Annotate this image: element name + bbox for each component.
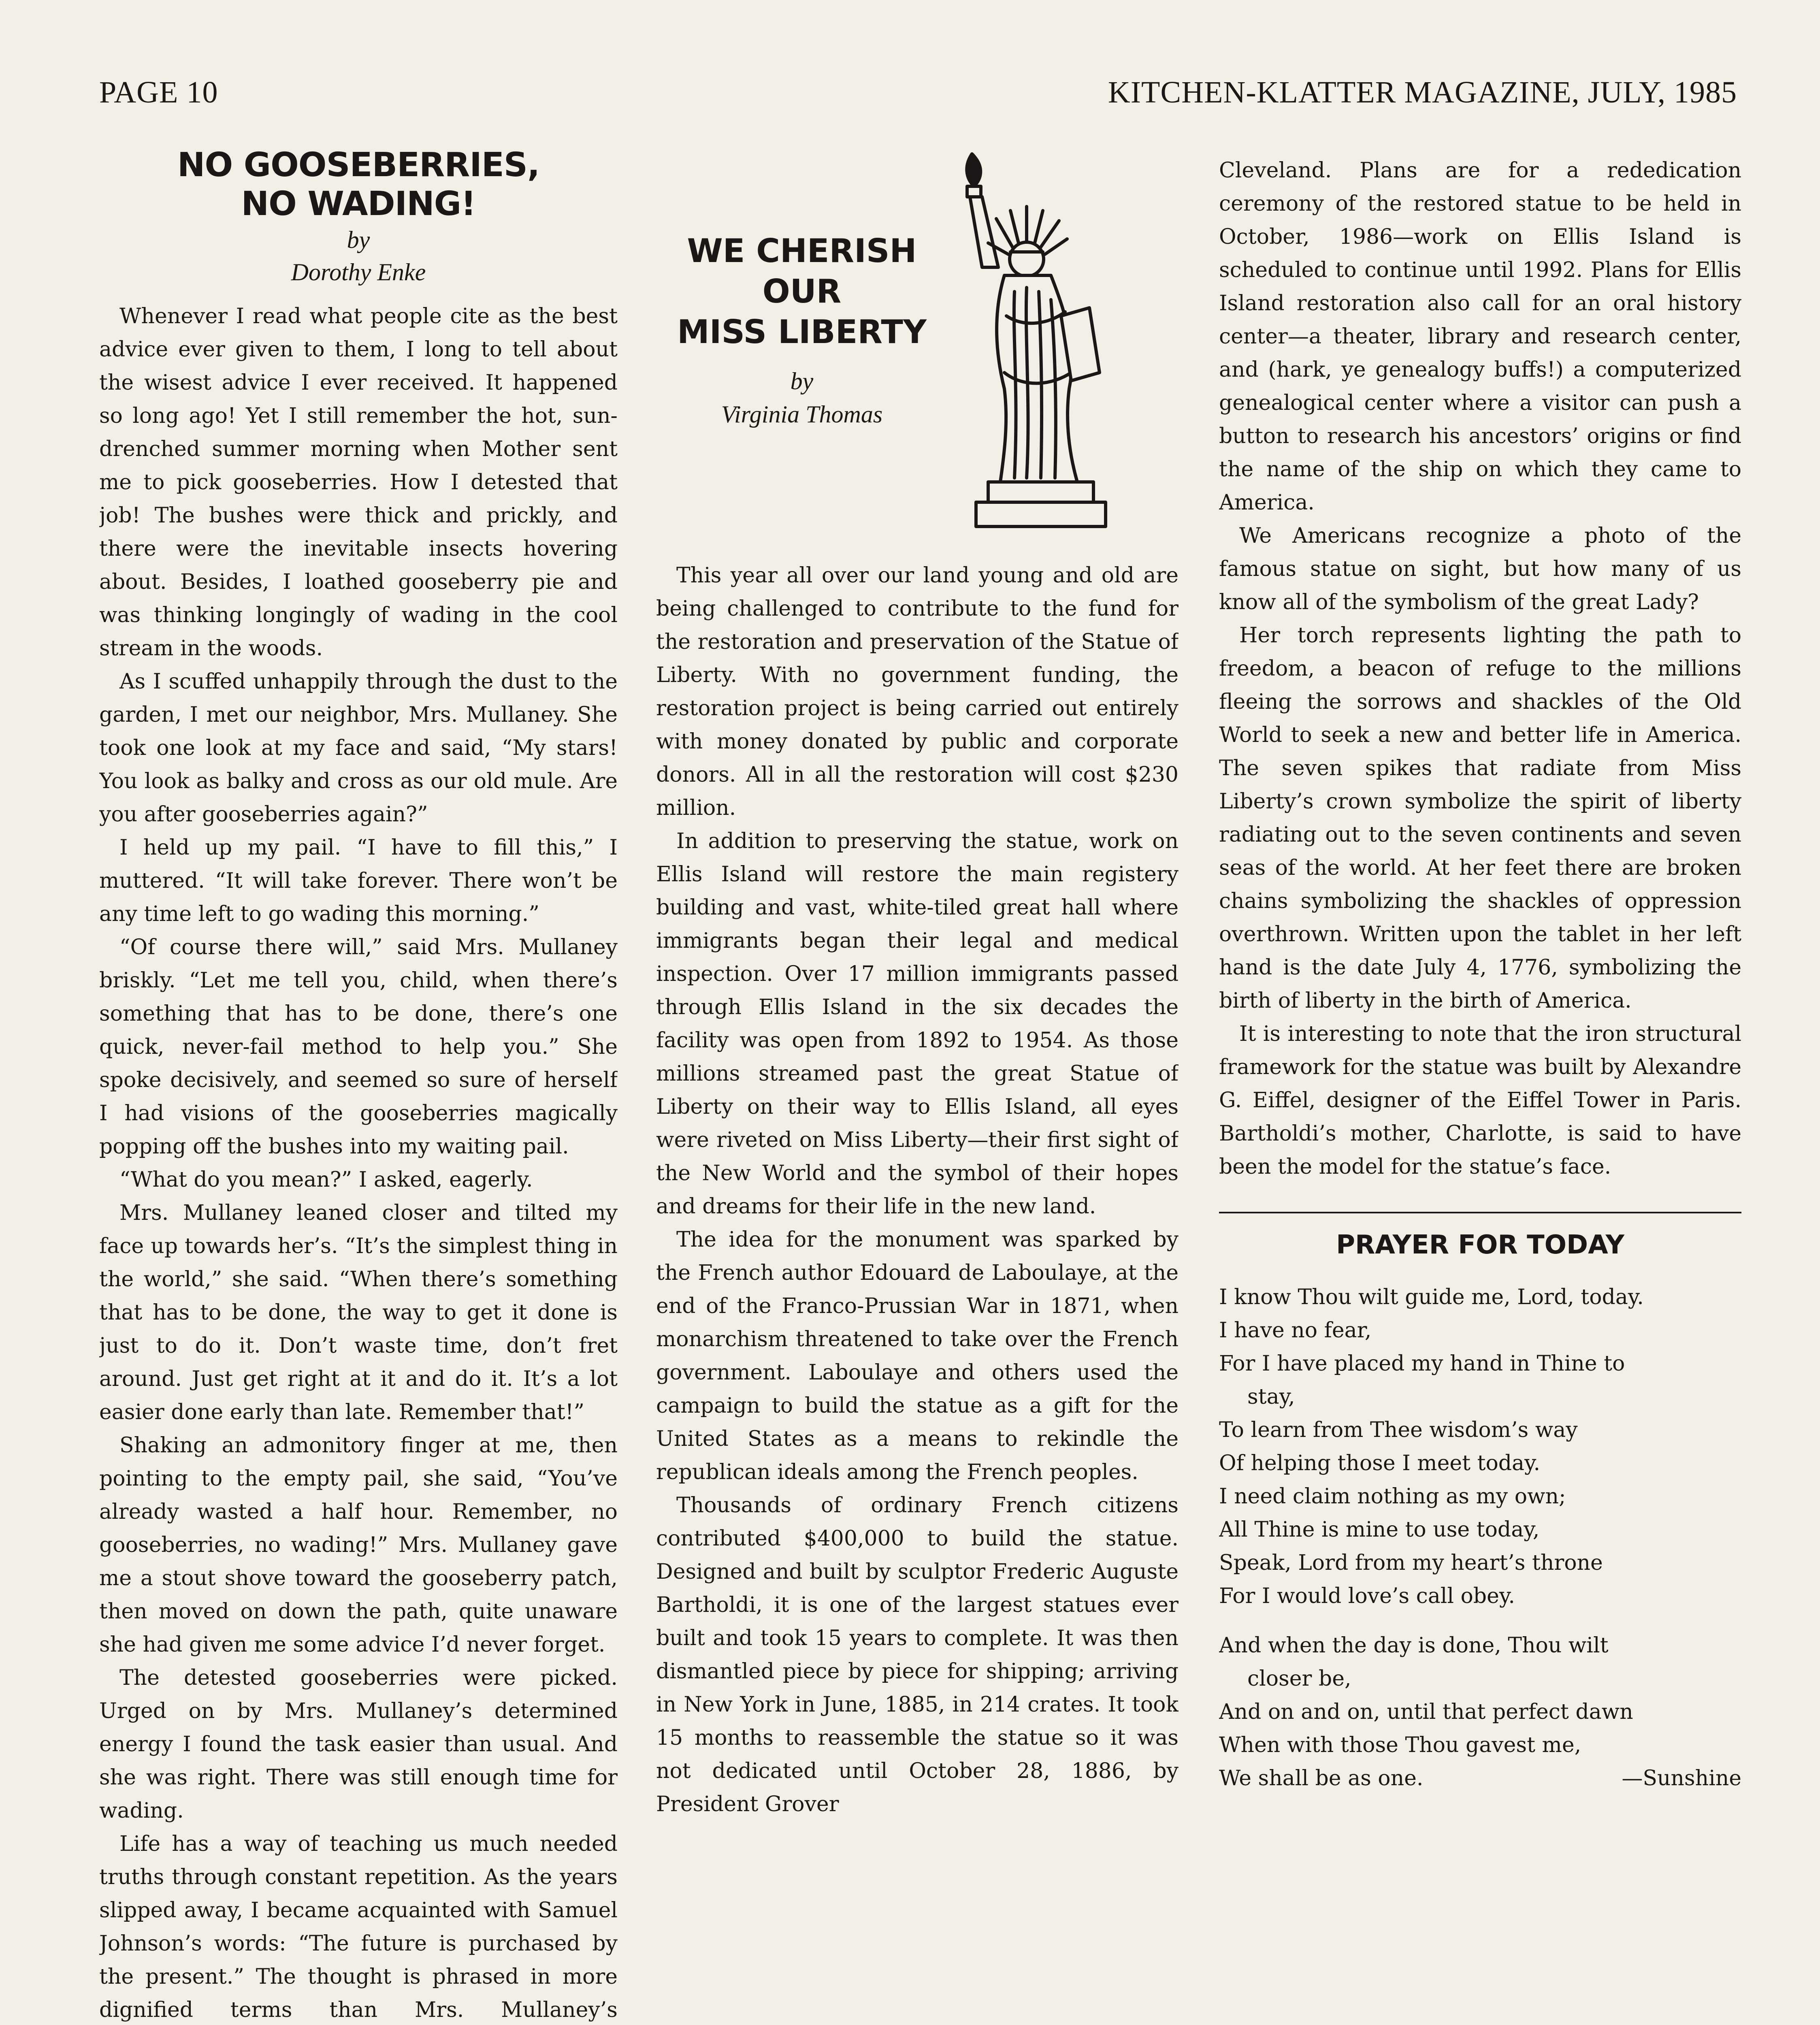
statue-of-liberty-icon bbox=[944, 146, 1170, 535]
paragraph: Whenever I read what people cite as the best advice ever given to them, I long to tell about the wisest advice I ever received. It happened so long ago! Yet I still remember the hot, sun-drenched summer morning when Mother sent me to pick gooseberries. How I detested that job! The bushes were thick and prickly, and there were the inevitable insects hovering about. Besides, I loathed gooseberry pie and was thinking longingly of wading in the cool stream in the woods. bbox=[99, 304, 618, 661]
paragraph: Her torch represents lighting the path to freedom, a beacon of refuge to the millions fleeing the sorrows and shackles of the Old World to seek a new and better life in America. The seven spikes that radiate from Miss Liberty’s crown symbolize the spirit of liberty radiating out to the seven continents and seven seas of the world. At her feet there are broken chains symbolizing the shackles of oppression overthrown. Written upon the tablet in her left hand is the date July 4, 1776, symbolizing the birth of liberty in the birth of America. bbox=[1219, 623, 1741, 1013]
paragraph: It is interesting to note that the iron structural framework for the statue was built by Alexandre G. Eiffel, designer of the Eiffel Tower in Paris. Bartholdi’s mother, Charlotte, is said to have been the model for the statue’s face. bbox=[1219, 1022, 1741, 1179]
liberty-article bbox=[656, 146, 1179, 1985]
gooseberries-byline bbox=[99, 224, 618, 288]
paragraph: As I scuffed unhappily through the dust to the garden, I met our neighbor, Mrs. Mullaney. She took one look at my face and said, “My stars! You look as balky and cross as our old mule. Are you after gooseberries again?” bbox=[99, 669, 618, 827]
paragraph: Shaking an admonitory finger at me, then pointing to the empty pail, she said, “You’ve already wasted a half hour. Remember, no gooseberries, no wading!” Mrs. Mullaney gave me a stout shove toward the gooseberry patch, then moved on down the path, quite unaware she had given me some advice I’d never forget. bbox=[99, 1433, 618, 1657]
headline-line-1: NO GOOSEBERRIES, bbox=[177, 146, 540, 184]
liberty-title-block bbox=[656, 146, 1179, 535]
paragraph: Cleveland. Plans are for a rededication ceremony of the restored statue to be held in October, 1986—work on Ellis Island is scheduled to continue until 1992. Plans for Ellis Island restoration also call for an oral history center—a theater, library and research center, and (hark, ye genealogy buffs!) a computerized genealogical center where a visitor can push a button to research his ancestors’ origins or find the name of the ship on which they came to America. bbox=[1219, 158, 1741, 515]
poem-line: And on and on, until that perfect dawn bbox=[1219, 1700, 1633, 1724]
paragraph: We Americans recognize a photo of the famous statue on sight, but how many of us know all of the symbolism of the great Lady? bbox=[1219, 524, 1741, 614]
poem-line: To learn from Thee wisdom’s way bbox=[1219, 1418, 1578, 1442]
byline-author: Dorothy Enke bbox=[291, 259, 426, 286]
poem-line: I know Thou wilt guide me, Lord, today. bbox=[1219, 1285, 1644, 1309]
paragraph: “What do you mean?” I asked, eagerly. bbox=[119, 1168, 533, 1192]
headline-line-1: WE CHERISH bbox=[687, 232, 917, 270]
gooseberries-article bbox=[99, 146, 618, 2025]
magazine-title: KITCHEN-KLATTER MAGAZINE, JULY, 1985 bbox=[1108, 75, 1737, 109]
gooseberries-body bbox=[99, 300, 618, 2025]
paragraph: “Of course there will,” said Mrs. Mullaney briskly. “Let me tell you, child, when there’s something that has to be done, there’s one quick, never-fail method to help you.” She spoke decisively, and seemed so sure of herself I had visions of the gooseberries magically popping off the bushes into my waiting pail. bbox=[99, 935, 618, 1159]
gooseberries-headline bbox=[99, 146, 618, 224]
poem-line: Of helping those I meet today. bbox=[1219, 1451, 1541, 1475]
byline-by: by bbox=[347, 226, 370, 253]
poem-line: I need claim nothing as my own; bbox=[1219, 1484, 1566, 1509]
liberty-body-part2 bbox=[1219, 154, 1741, 1183]
headline-line-2: OUR bbox=[762, 273, 842, 310]
paragraph: I held up my pail. “I have to fill this,” I muttered. “It will take forever. There won’t be any time left to go wading this morning.” bbox=[99, 836, 618, 926]
paragraph: In addition to preserving the statue, work on Ellis Island will restore the main registery building and vast, white-tiled great hall where immigrants began their legal and medical inspection. Over 17 million immigrants passed through Ellis Island in the six decades the facility was open from 1892 to 1954. As those millions streamed past the great Statue of Liberty on their way to Ellis Island, all eyes were riveted on Miss Liberty—their first sight of the New World and the symbol of their hopes and dreams for their life in the new land. bbox=[656, 829, 1179, 1219]
poem-line: We shall be as one. bbox=[1219, 1766, 1424, 1791]
page-number: PAGE 10 bbox=[99, 75, 218, 109]
byline-by: by bbox=[790, 368, 814, 394]
prayer-divider bbox=[1219, 1212, 1741, 1213]
paragraph: Life has a way of teaching us much needed truths through constant repetition. As the years slipped away, I became acquainted with Samuel Johnson’s words: “The future is purchased by the present.” The thought is phrased in more dignified terms than Mrs. Mullaney’s bbox=[99, 1832, 618, 2022]
liberty-byline bbox=[656, 364, 948, 431]
paragraph: Mrs. Mullaney leaned closer and tilted my face up towards her’s. “It’s the simplest thing in the world,” she said. “When there’s something that has to be done, the way to get it done is just to do it. Don’t waste time, don’t fret around. Just get right at it and do it. It’s a lot easier done early than late. Remember that!” bbox=[99, 1201, 618, 1424]
poem-line: closer be, bbox=[1247, 1667, 1351, 1691]
liberty-body-part1 bbox=[656, 559, 1179, 1821]
poem-line: All Thine is mine to use today, bbox=[1219, 1518, 1540, 1542]
byline-author: Virginia Thomas bbox=[721, 401, 883, 428]
prayer-stanza-1 bbox=[1219, 1281, 1741, 1613]
prayer-title: PRAYER FOR TODAY bbox=[1336, 1230, 1624, 1260]
paragraph: The detested gooseberries were picked. Urged on by Mrs. Mullaney’s determined energy I found the task easier than usual. And she was right. There was still enough time for wading. bbox=[99, 1666, 618, 1823]
poem-line: For I would love’s call obey. bbox=[1219, 1584, 1515, 1608]
headline-line-3: MISS LIBERTY bbox=[677, 313, 927, 351]
prayer-stanza-2 bbox=[1219, 1629, 1741, 1762]
poem-line: stay, bbox=[1247, 1385, 1295, 1409]
prayer-credit: —Sunshine bbox=[1622, 1766, 1741, 1791]
poem-line: Speak, Lord from my heart’s throne bbox=[1219, 1551, 1603, 1575]
poem-line: For I have placed my hand in Thine to bbox=[1219, 1351, 1625, 1376]
page-header bbox=[99, 75, 1737, 111]
prayer-poem bbox=[1219, 1281, 1741, 1795]
poem-line: When with those Thou gavest me, bbox=[1219, 1733, 1581, 1757]
liberty-headline bbox=[656, 231, 948, 352]
headline-line-2: NO WADING! bbox=[241, 185, 476, 223]
poem-line: I have no fear, bbox=[1219, 1318, 1372, 1343]
paragraph: Thousands of ordinary French citizens contributed $400,000 to build the statue. Designed and built by sculptor Frederic Auguste Bartholdi, it is one of the largest statues ever built and took 15 years to complete. It was then dismantled piece by piece for shipping; arriving in New York in June, 1885, in 214 crates. It took 15 months to reassemble the statue so it was not dedicated until October 28, 1886, by President Grover bbox=[656, 1493, 1179, 1816]
poem-line: And when the day is done, Thou wilt bbox=[1219, 1633, 1609, 1658]
paragraph: This year all over our land young and old are being challenged to contribute to the fund for the restoration and preservation of the Statue of Liberty. With no government funding, the restoration project is being carried out entirely with money donated by public and corporate donors. All in all the restoration will cost $230 million. bbox=[656, 563, 1179, 820]
paragraph: The idea for the monument was sparked by the French author Edouard de Laboulaye, at the end of the Franco-Prussian War in 1871, when monarchism threatened to take over the French government. Laboulaye and others used the campaign to build the statue as a gift for the United States as a means to rekindle the republican ideals among the French peoples. bbox=[656, 1228, 1179, 1484]
liberty-continued-and-prayer bbox=[1219, 154, 1741, 1993]
prayer-last-line bbox=[1219, 1762, 1741, 1795]
